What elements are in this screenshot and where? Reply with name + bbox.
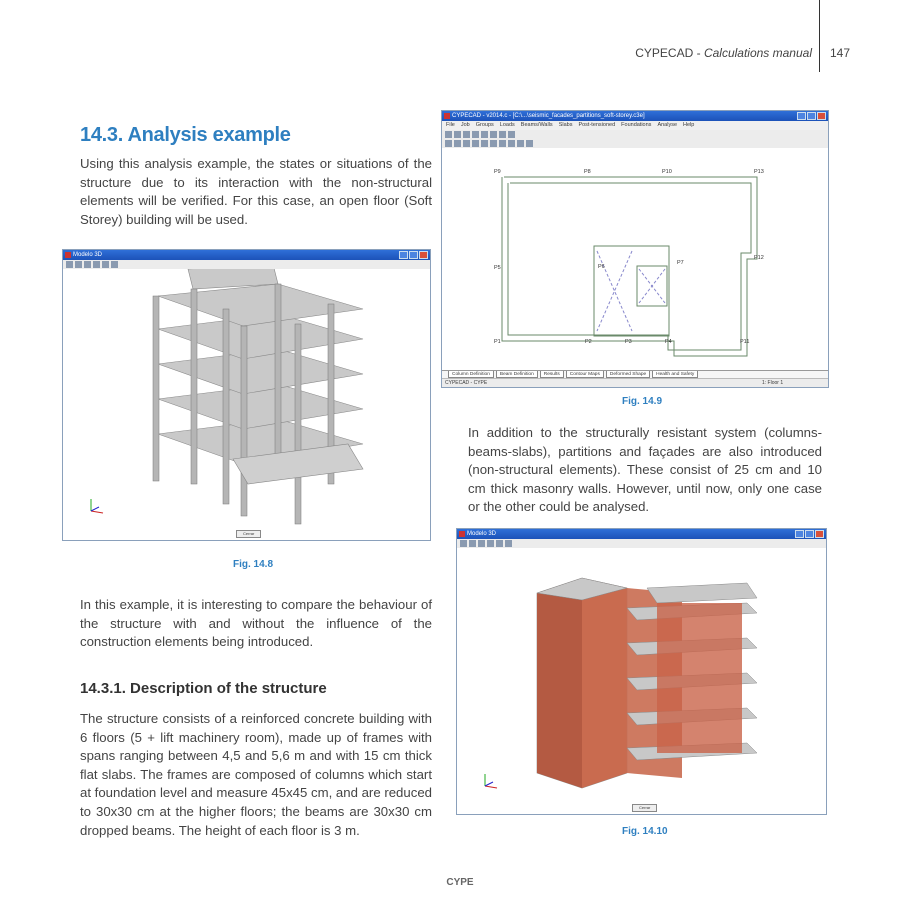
app-icon: [459, 531, 465, 537]
menu-job[interactable]: Job: [460, 122, 470, 128]
page-number: 147: [830, 46, 851, 60]
tool-icon[interactable]: [454, 140, 461, 147]
tool-icon[interactable]: [111, 261, 118, 268]
column-label: P8: [584, 169, 591, 175]
fig-14-8-caption: Fig. 14.8: [233, 559, 274, 570]
pan-icon[interactable]: [508, 131, 515, 138]
tool-icon[interactable]: [490, 140, 497, 147]
window-titlebar: [63, 250, 430, 260]
header-product: CYPECAD: [635, 46, 694, 60]
tab-beam-definition[interactable]: Beam Definition: [496, 371, 538, 378]
minimize-button[interactable]: [399, 251, 408, 259]
menu-groups[interactable]: Groups: [475, 122, 494, 128]
menu-slabs[interactable]: Slabs: [558, 122, 573, 128]
tool-icon[interactable]: [508, 140, 515, 147]
tool-icon[interactable]: [102, 261, 109, 268]
3d-masonry-model: [457, 548, 826, 805]
column-label: P4: [665, 339, 672, 345]
status-bar: [442, 378, 828, 387]
3d-frame-model: [63, 269, 430, 531]
axis-gizmo-icon: [91, 499, 103, 513]
tab-deformed-shape[interactable]: Deformed Shape: [606, 371, 650, 378]
fig-14-8-window: [62, 249, 431, 541]
window-title: Modelo 3D: [73, 252, 103, 258]
menu-post-tensioned[interactable]: Post-tensioned: [578, 122, 616, 128]
tool-icon[interactable]: [84, 261, 91, 268]
tool-icon[interactable]: [496, 540, 503, 547]
toolbar: [457, 539, 826, 548]
tab-column-definition[interactable]: Column Definition: [448, 371, 494, 378]
tab-contour-maps[interactable]: Contour Maps: [566, 371, 604, 378]
running-header: [635, 46, 812, 60]
window-titlebar: [457, 529, 826, 539]
menu-file[interactable]: File: [446, 122, 455, 128]
menu-help[interactable]: Help: [683, 122, 695, 128]
addition-paragraph: In addition to the structurally resistant system (columns-beams-slabs), partitions and façades are also introduced (non-structural elements). These consist of 25 cm and 10 cm thick masonry walls. However, until now, only one case or the other could be analysed.: [468, 425, 822, 515]
column-label: P2: [585, 339, 592, 345]
structure-description: The structure consists of a reinforced concrete building with 6 floors (5 + lift machinery room), made up of frames with spans ranging between 4,5 and 5,6 m and with 15 cm thick flat slabs. The frames are composed of columns which start at foundation level and measure 45x45 cm, and are reduced to 30x30 cm at the higher floors; the beams are 30x30 cm dropped beams. The height of each floor is 3 m.: [80, 711, 432, 838]
column-label: P12: [754, 255, 764, 261]
tool-icon[interactable]: [93, 261, 100, 268]
save-icon[interactable]: [454, 131, 461, 138]
column-label: P9: [494, 169, 501, 175]
tool-icon[interactable]: [505, 540, 512, 547]
intro-paragraph: Using this analysis example, the states or situations of the structure due to its interaction with the non-structural elements will be verified. For this case, an open floor (Soft Storey) building will be used.: [80, 156, 432, 227]
minimize-button[interactable]: [797, 112, 806, 120]
tool-icon[interactable]: [472, 140, 479, 147]
window-titlebar: [442, 111, 828, 121]
menu-bar: [442, 121, 828, 130]
menu-analyse[interactable]: Analyse: [657, 122, 678, 128]
tool-icon[interactable]: [463, 140, 470, 147]
toolbar-1: [442, 130, 828, 139]
maximize-button[interactable]: [805, 530, 814, 538]
page-footer: CYPE: [446, 877, 474, 888]
floor-plan: [442, 151, 828, 371]
tool-icon[interactable]: [478, 540, 485, 547]
close-button[interactable]: [817, 112, 826, 120]
axis-gizmo-icon: [485, 774, 497, 788]
column-label: P13: [754, 169, 764, 175]
window-title: CYPECAD - v2014.c - [C:\...\seismic_facades_partitions_soft-storey.c3e]: [452, 113, 645, 119]
tab-results[interactable]: Results: [540, 371, 564, 378]
header-subtitle: Calculations manual: [703, 46, 812, 60]
section-title: 14.3. Analysis example: [80, 124, 291, 146]
tab-health-and-safety[interactable]: Health and Safety: [652, 371, 698, 378]
tool-icon[interactable]: [472, 131, 479, 138]
status-floor: 1: Floor 1: [762, 380, 784, 386]
tool-icon[interactable]: [517, 140, 524, 147]
toolbar: [63, 260, 430, 269]
fig-14-10-window: [456, 528, 827, 815]
tool-icon[interactable]: [499, 140, 506, 147]
toolbar-2: [442, 139, 828, 148]
close-3d-button[interactable]: Cerrar: [236, 530, 261, 538]
tool-icon[interactable]: [481, 131, 488, 138]
fig-14-9-window: [441, 110, 829, 388]
header-divider: [819, 0, 820, 72]
close-button[interactable]: [419, 251, 428, 259]
menu-foundations[interactable]: Foundations: [621, 122, 652, 128]
tool-icon[interactable]: [460, 540, 467, 547]
tool-icon[interactable]: [487, 540, 494, 547]
column-label: P6: [598, 264, 605, 270]
view-tabs: [442, 370, 828, 378]
close-button[interactable]: [815, 530, 824, 538]
minimize-button[interactable]: [795, 530, 804, 538]
fig-14-9-caption: Fig. 14.9: [622, 396, 663, 407]
tool-icon[interactable]: [66, 261, 73, 268]
column-label: P5: [494, 265, 501, 271]
window-title: Modelo 3D: [467, 531, 497, 537]
column-label: P11: [740, 339, 750, 345]
subsection-title: 14.3.1. Description of the structure: [80, 680, 327, 697]
tool-icon[interactable]: [75, 261, 82, 268]
tool-icon[interactable]: [463, 131, 470, 138]
column-label: P1: [494, 339, 501, 345]
menu-loads[interactable]: Loads: [499, 122, 515, 128]
menu-beams-walls[interactable]: Beams/Walls: [520, 122, 553, 128]
column-label: P10: [662, 169, 672, 175]
app-icon: [65, 252, 71, 258]
compare-paragraph: In this example, it is interesting to compare the behaviour of the structure with and without the influence of the construction elements being introduced.: [80, 597, 432, 650]
tool-icon[interactable]: [445, 140, 452, 147]
zoom-icon[interactable]: [490, 131, 497, 138]
column-label: P7: [677, 260, 684, 266]
tool-icon[interactable]: [526, 140, 533, 147]
zoom-icon[interactable]: [499, 131, 506, 138]
status-left: CYPECAD - CYPE: [445, 380, 488, 386]
header-separator: -: [693, 46, 704, 60]
maximize-button[interactable]: [807, 112, 816, 120]
app-icon: [444, 113, 450, 119]
tool-icon[interactable]: [469, 540, 476, 547]
tool-icon[interactable]: [481, 140, 488, 147]
close-3d-button[interactable]: Cerrar: [632, 804, 657, 812]
maximize-button[interactable]: [409, 251, 418, 259]
fig-14-10-caption: Fig. 14.10: [622, 826, 668, 837]
open-icon[interactable]: [445, 131, 452, 138]
column-label: P3: [625, 339, 632, 345]
